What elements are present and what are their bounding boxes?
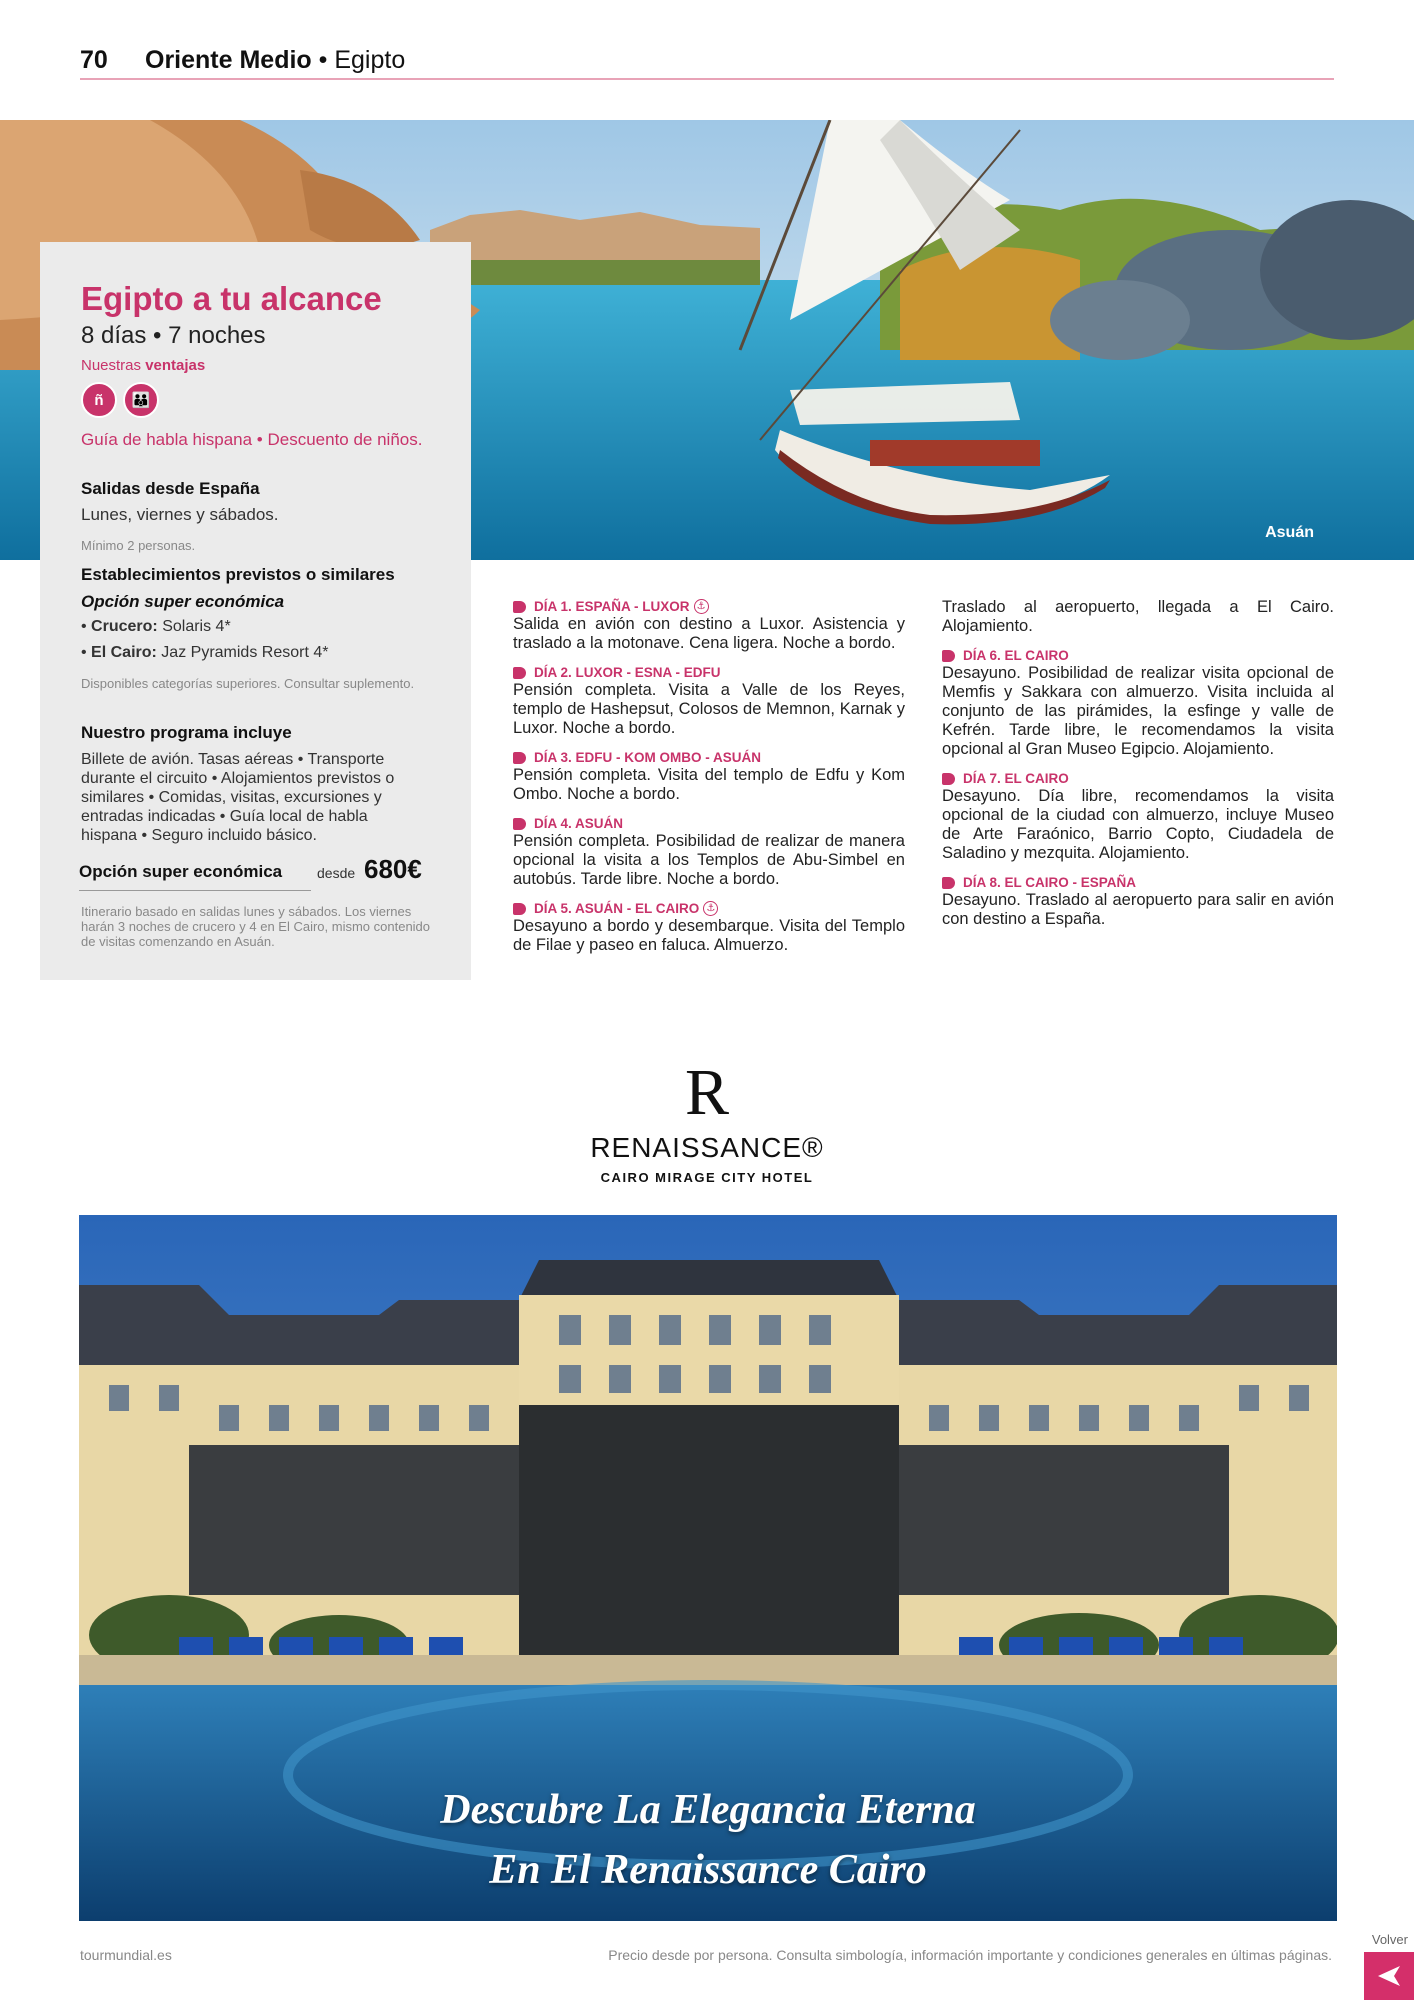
day-5-continued-text: Traslado al aeropuerto, llegada a El Cairo. Alojamiento.	[942, 598, 1334, 635]
day-1-title-text: DÍA 1. ESPAÑA - LUXOR	[534, 599, 690, 614]
day-3-title-text: DÍA 3. EDFU - KOM OMBO - ASUÁN	[534, 750, 761, 765]
hotel-cruise-label: Crucero:	[91, 618, 158, 635]
day-5-title-text: DÍA 5. ASUÁN - EL CAIRO	[534, 901, 700, 916]
hotel-cairo-label: El Cairo:	[91, 644, 157, 661]
page-number: 70	[80, 46, 108, 74]
establishments-option: Opción super económica	[81, 592, 285, 611]
departures-title: Salidas desde España	[81, 479, 260, 498]
day-marker-icon	[942, 773, 955, 785]
establishments-title: Establecimientos previstos o similares	[81, 565, 395, 584]
price-label: Opción super económica	[79, 862, 283, 881]
hotel-cairo: • El Cairo: Jaz Pyramids Resort 4*	[81, 644, 329, 661]
anchor-icon: ⚓	[703, 901, 718, 916]
hotel-cruise: • Crucero: Solaris 4*	[81, 618, 231, 635]
hero-caption: Asuán	[1265, 524, 1314, 541]
header-country: Egipto	[334, 46, 406, 74]
hotel-slogan	[79, 1780, 1337, 1900]
spanish-guide-icon: ñ	[81, 382, 117, 418]
day-marker-icon	[942, 650, 955, 662]
day-2-title-text: DÍA 2. LUXOR - ESNA - EDFU	[534, 665, 721, 680]
header-rule	[80, 78, 1334, 80]
advantages-text: Guía de habla hispana • Descuento de niños.	[81, 430, 423, 449]
day-6-title-text: DÍA 6. EL CAIRO	[963, 648, 1069, 663]
anchor-icon: ⚓	[694, 599, 709, 614]
trip-info-box	[40, 242, 471, 980]
back-label: Volver	[1371, 1932, 1408, 1947]
renaissance-logo-letter: R	[684, 1056, 730, 1129]
itinerary-column-1	[513, 598, 905, 955]
advantage-icons	[81, 382, 441, 418]
price-from: desde	[317, 865, 356, 881]
day-3-title	[513, 749, 905, 766]
departures-text: Lunes, viernes y sábados.	[81, 505, 279, 524]
day-4-title	[513, 815, 905, 832]
footer-note: Precio desde por persona. Consulta simbología, información importante y condiciones generales en últimas páginas.	[608, 1947, 1332, 1963]
hotel-cruise-value: Solaris 4*	[162, 618, 231, 635]
day-6-title	[942, 647, 1334, 664]
header-region: Oriente Medio	[145, 46, 312, 74]
trip-title: Egipto a tu alcance	[81, 280, 382, 317]
day-4-title-text: DÍA 4. ASUÁN	[534, 816, 624, 831]
day-7-title-text: DÍA 7. EL CAIRO	[963, 771, 1069, 786]
day-8-title-text: DÍA 8. EL CAIRO - ESPAÑA	[963, 875, 1137, 890]
footer-site-link[interactable]: tourmundial.es	[80, 1947, 172, 1963]
day-marker-icon	[942, 877, 955, 889]
hotel-cairo-value: Jaz Pyramids Resort 4*	[161, 644, 329, 661]
itinerary-column-2	[942, 598, 1334, 929]
day-7-text: Desayuno. Día libre, recomendamos la visita opcional de la ciudad con almuerzo, incluye Museo de Arte Faraónico, Barrio Copto, Ciudadela de Saladino y mezquita. Alojamiento.	[942, 787, 1334, 862]
header-separator: •	[311, 46, 335, 74]
day-2-text: Pensión completa. Visita a Valle de los Reyes, templo de Hashepsut, Colosos de Memnon, Karnak y Luxor. Noche a bordo.	[513, 681, 905, 737]
child-discount-icon: 👪	[123, 382, 159, 418]
slogan-line-2: En El Renaissance Cairo	[489, 1847, 927, 1893]
day-5-title	[513, 900, 905, 917]
slogan-line-1: Descubre La Elegancia Eterna	[440, 1787, 976, 1833]
trip-duration: 8 días • 7 noches	[81, 322, 266, 349]
day-6-text: Desayuno. Posibilidad de realizar visita opcional de Memfis y Sakkara con almuerzo. Visita incluida al conjunto de las pirámides, la esfinge y valle de Kefrén. Tarde libre, le recomendamos la visita opcional al Gran Museo Egipcio. Alojamiento.	[942, 664, 1334, 758]
includes-text: Billete de avión. Tasas aéreas • Transporte durante el circuito • Alojamientos previstos o similares • Comidas, visitas, excursiones y entradas indicadas • Guía local de habla hispana • Seguro incluido básico.	[81, 751, 395, 844]
day-marker-icon	[513, 903, 526, 915]
itinerary-note: Itinerario basado en salidas lunes y sábados. Los viernes harán 3 noches de crucero y 4 en El Cairo, mismo contenido de visitas comenzando en Asuán.	[81, 904, 431, 949]
day-1-title	[513, 598, 905, 615]
day-marker-icon	[513, 667, 526, 679]
minimum-persons: Mínimo 2 personas.	[81, 538, 196, 553]
price-value: 680€	[364, 854, 422, 884]
renaissance-subtitle: CAIRO MIRAGE CITY HOTEL	[600, 1170, 814, 1185]
day-marker-icon	[513, 601, 526, 613]
back-arrow-icon	[1376, 1965, 1402, 1987]
back-button[interactable]	[1364, 1952, 1414, 2000]
day-marker-icon	[513, 818, 526, 830]
day-5-text: Desayuno a bordo y desembarque. Visita del Templo de Filae y paseo en faluca. Almuerzo.	[513, 917, 905, 954]
price-underline	[79, 890, 311, 891]
advantages-label-prefix: Nuestras	[81, 357, 146, 374]
advantages-label	[81, 357, 441, 374]
includes-title: Nuestro programa incluye	[81, 723, 292, 742]
day-7-title	[942, 770, 1334, 787]
day-marker-icon	[513, 752, 526, 764]
day-3-text: Pensión completa. Visita del templo de Edfu y Kom Ombo. Noche a bordo.	[513, 766, 905, 803]
day-4-text: Pensión completa. Posibilidad de realizar de manera opcional la visita a los Templos de Abu-Simbel en autobús. Tarde libre. Noche a bordo.	[513, 832, 905, 888]
day-2-title	[513, 664, 905, 681]
day-8-title	[942, 874, 1334, 891]
price-row	[79, 854, 435, 894]
renaissance-brand: RENAISSANCE®	[590, 1132, 824, 1163]
page-header	[145, 46, 405, 75]
day-8-text: Desayuno. Traslado al aeropuerto para salir en avión con destino a España.	[942, 891, 1334, 928]
day-1-text: Salida en avión con destino a Luxor. Asistencia y traslado a la motonave. Cena ligera. Noche a bordo.	[513, 615, 905, 652]
advantages-label-strong: ventajas	[145, 357, 206, 374]
establishments-note: Disponibles categorías superiores. Consultar suplemento.	[81, 676, 415, 691]
